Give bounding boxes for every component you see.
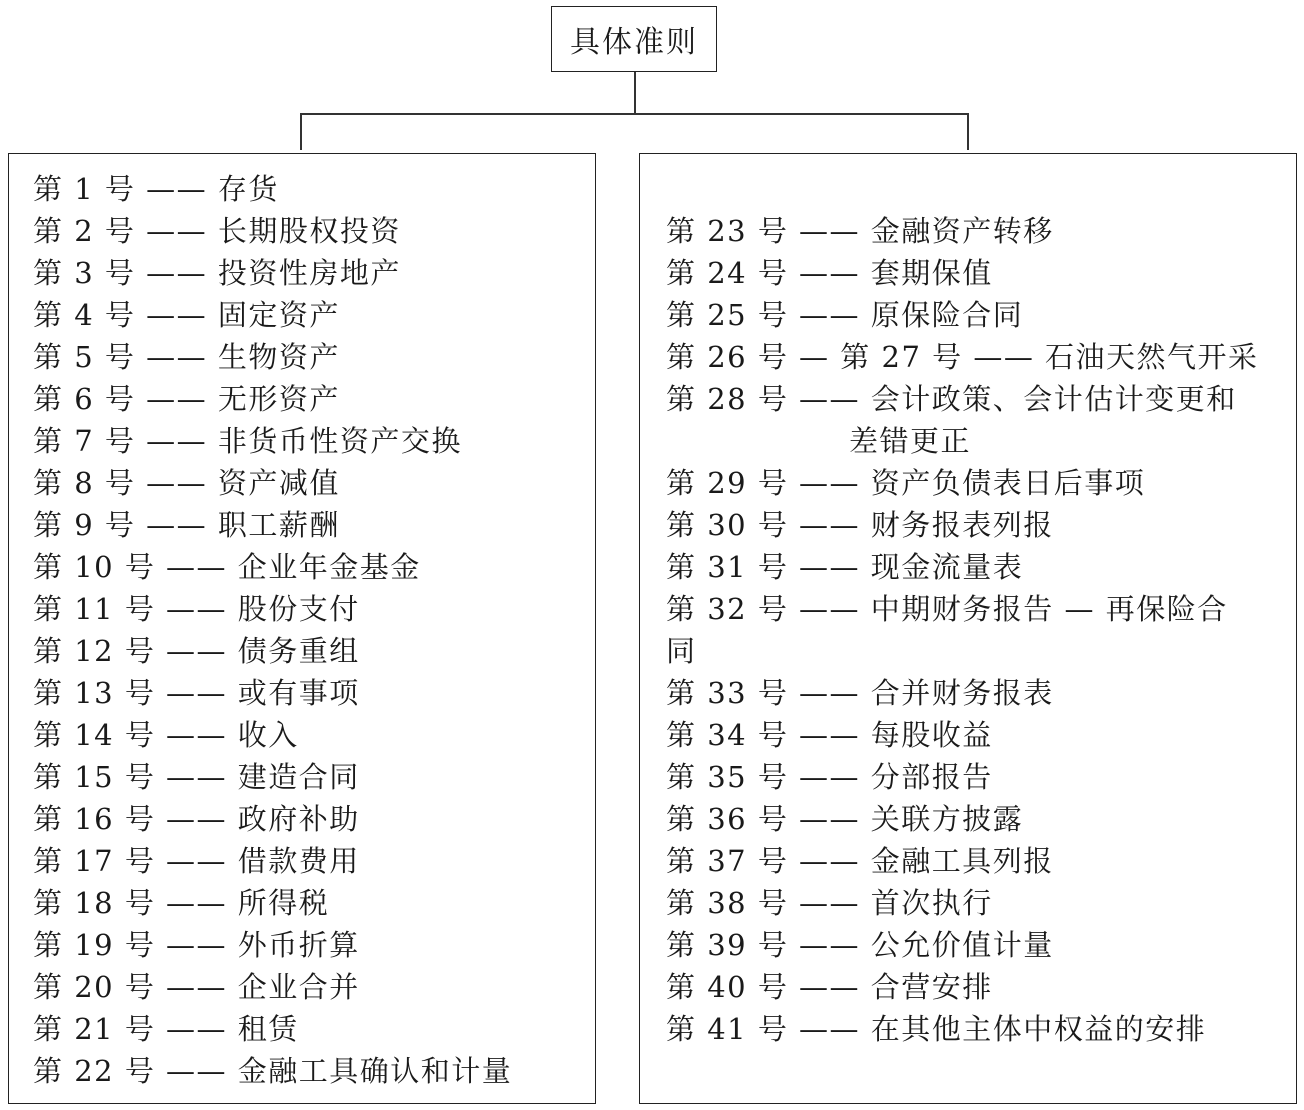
list-item: 第 26 号 — 第 27 号 —— 石油天然气开采 [666, 340, 1259, 374]
list-item: 第 34 号 —— 每股收益 [666, 718, 993, 752]
list-item: 第 18 号 —— 所得税 [33, 886, 330, 920]
list-item: 第 36 号 —— 关联方披露 [666, 802, 1024, 836]
list-item: 第 4 号 —— 固定资产 [33, 298, 340, 332]
list-item: 第 25 号 —— 原保险合同 [666, 298, 1024, 332]
list-item: 第 7 号 —— 非货币性资产交换 [33, 424, 462, 458]
right-standards-list [666, 210, 1259, 1050]
connector-right-down [967, 113, 969, 150]
connector-horizontal [300, 113, 968, 115]
list-item: 第 20 号 —— 企业合并 [33, 970, 360, 1004]
list-item: 第 21 号 —— 租赁 [33, 1012, 299, 1046]
list-item: 第 11 号 —— 股份支付 [33, 592, 360, 626]
list-item: 第 28 号 —— 会计政策、会计估计变更和 [666, 382, 1237, 416]
list-item: 第 2 号 —— 长期股权投资 [33, 214, 401, 248]
right-standards-panel [639, 153, 1297, 1104]
list-item: 第 37 号 —— 金融工具列报 [666, 844, 1054, 878]
list-item: 第 6 号 —— 无形资产 [33, 382, 340, 416]
list-item: 第 22 号 —— 金融工具确认和计量 [33, 1054, 513, 1088]
list-item: 第 33 号 —— 合并财务报表 [666, 676, 1054, 710]
connector-root-down [634, 72, 636, 114]
list-item: 第 14 号 —— 收入 [33, 718, 299, 752]
list-item: 第 24 号 —— 套期保值 [666, 256, 993, 290]
left-standards-list [33, 168, 512, 1092]
list-item: 第 17 号 —— 借款费用 [33, 844, 360, 878]
list-item: 第 35 号 —— 分部报告 [666, 760, 993, 794]
root-title: 具体准则 [570, 25, 698, 60]
list-item: 第 31 号 —— 现金流量表 [666, 550, 1024, 584]
list-item: 第 38 号 —— 首次执行 [666, 886, 993, 920]
list-item: 同 [666, 634, 697, 668]
list-item: 第 16 号 —— 政府补助 [33, 802, 360, 836]
root-node [551, 6, 717, 72]
list-item: 第 29 号 —— 资产负债表日后事项 [666, 466, 1146, 500]
list-item: 第 8 号 —— 资产减值 [33, 466, 340, 500]
left-standards-panel [8, 153, 596, 1104]
list-item: 第 5 号 —— 生物资产 [33, 340, 340, 374]
list-item: 第 23 号 —— 金融资产转移 [666, 214, 1054, 248]
list-item: 第 40 号 —— 合营安排 [666, 970, 993, 1004]
list-item: 第 39 号 —— 公允价值计量 [666, 928, 1054, 962]
list-item: 第 30 号 —— 财务报表列报 [666, 508, 1054, 542]
connector-left-down [300, 113, 302, 150]
list-item: 第 1 号 —— 存货 [33, 172, 279, 206]
list-item: 第 41 号 —— 在其他主体中权益的安排 [666, 1012, 1207, 1046]
list-item: 第 13 号 —— 或有事项 [33, 676, 360, 710]
list-item: 第 10 号 —— 企业年金基金 [33, 550, 421, 584]
list-item: 第 3 号 —— 投资性房地产 [33, 256, 401, 290]
list-item: 第 19 号 —— 外币折算 [33, 928, 360, 962]
list-item: 第 9 号 —— 职工薪酬 [33, 508, 340, 542]
list-item: 差错更正 [666, 424, 972, 458]
list-item: 第 12 号 —— 债务重组 [33, 634, 360, 668]
list-item: 第 15 号 —— 建造合同 [33, 760, 360, 794]
list-item: 第 32 号 —— 中期财务报告 — 再保险合 [666, 592, 1228, 626]
